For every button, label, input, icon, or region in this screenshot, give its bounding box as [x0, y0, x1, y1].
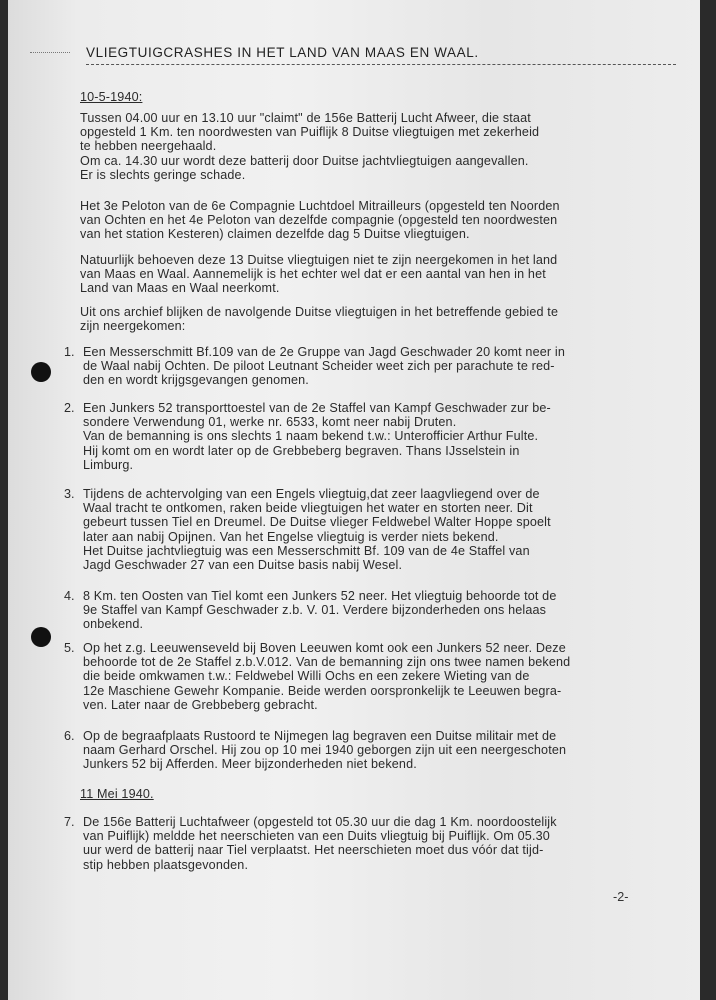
list-item-line: Van de bemanning is ons slechts 1 naam bekend t.w.: Unterofficier Arthur Fulte. — [83, 429, 539, 444]
list-item-line: sondere Verwendung 01, werke nr. 6533, komt neer nabij Druten. — [83, 415, 457, 430]
list-item-line: 8 Km. ten Oosten van Tiel komt een Junkers 52 neer. Het vliegtuig behoorde tot de — [83, 589, 557, 603]
item-number: 2. — [64, 401, 75, 415]
paragraph-line: Om ca. 14.30 uur wordt deze batterij door Duitse jachtvliegtuigen aangevallen. — [80, 153, 529, 168]
list-item-line: De 156e Batterij Luchtafweer (opgesteld tot 05.30 uur die dag 1 Km. noordoostelijk — [83, 815, 557, 829]
list-item-line: Het Duitse jachtvliegtuig was een Messerschmitt Bf. 109 van de 4e Staffel van — [83, 543, 530, 558]
item-number: 4. — [64, 589, 75, 603]
list-item-line: van Puiflijk) meldde het neerschieten van een Duits vliegtuig bij Puiflijk. Om 05.30 — [83, 829, 550, 844]
document-title: VLIEGTUIGCRASHES IN HET LAND VAN MAAS EN WAAL. — [86, 45, 479, 60]
list-item-line: 12e Maschiene Gewehr Kompanie. Beide werden oorspronkelijk te Leeuwen begra- — [83, 683, 562, 698]
list-item-line: later aan nabij Opijnen. Van het Engelse vliegtuig is verder niets bekend. — [83, 529, 499, 544]
list-item-line: Hij komt om en wordt later op de Grebbeberg begraven. Thans IJsselstein in — [83, 443, 520, 458]
list-item-line: Op het z.g. Leeuwenseveld bij Boven Leeuwen komt ook een Junkers 52 neer. Deze — [83, 641, 566, 655]
item-number: 5. — [64, 641, 75, 655]
list-item-line: Een Junkers 52 transporttoestel van de 2e Staffel van Kampf Geschwader zur be- — [83, 401, 551, 415]
paragraph-line: van Maas en Waal. Aannemelijk is het echter wel dat er een aantal van hen in het — [80, 267, 546, 282]
item-number: 3. — [64, 487, 75, 501]
list-item-line: stip hebben plaatsgevonden. — [83, 857, 249, 872]
list-item-line: Jagd Geschwader 27 van een Duitse basis nabij Wesel. — [83, 558, 403, 572]
paragraph-line: van het station Kesteren) claimen dezelfde dag 5 Duitse vliegtuigen. — [80, 227, 470, 242]
paragraph-line: Uit ons archief blijken de navolgende Duitse vliegtuigen in het betreffende gebied te — [80, 305, 559, 319]
date-heading-2: 11 Mei 1940. — [80, 787, 154, 801]
margin-mark — [30, 52, 70, 53]
paragraph-line: Er is slechts geringe schade. — [80, 167, 246, 182]
list-item-line: Een Messerschmitt Bf.109 van de 2e Gruppe van Jagd Geschwader 20 komt neer in — [83, 345, 565, 359]
paragraph-line: zijn neergekomen: — [80, 319, 186, 334]
paragraph-line: van Ochten en het 4e Peloton van dezelfde compagnie (opgesteld ten noordwesten — [80, 213, 558, 228]
list-item-line: naam Gerhard Orschel. Hij zou op 10 mei 1940 geborgen zijn uit een neergeschoten — [83, 743, 567, 758]
item-number: 6. — [64, 729, 75, 743]
punch-hole — [31, 362, 51, 382]
paragraph-line: opgesteld 1 Km. ten noordwesten van Puiflijk 8 Duitse vliegtuigen met zekerheid — [80, 125, 540, 140]
list-item-line: den en wordt krijgsgevangen genomen. — [83, 373, 309, 388]
list-item-line: de Waal nabij Ochten. De piloot Leutnant Scheider weet zich per parachute te red- — [83, 359, 555, 374]
punch-hole — [31, 627, 51, 647]
paragraph-line: te hebben neergehaald. — [80, 139, 217, 154]
list-item-line: onbekend. — [83, 617, 144, 632]
paragraph-line: Het 3e Peloton van de 6e Compagnie Luchtdoel Mitrailleurs (opgesteld ten Noorden — [80, 199, 560, 213]
list-item-line: Junkers 52 bij Afferden. Meer bijzonderheden niet bekend. — [83, 757, 417, 772]
item-number: 7. — [64, 815, 75, 829]
date-heading-1: 10-5-1940: — [80, 90, 143, 104]
list-item-line: die beide omkwamen t.w.: Feldwebel Willi Ochs en een zekere Wieting van de — [83, 669, 530, 684]
document-page — [8, 0, 700, 1000]
page-number: -2- — [613, 890, 629, 904]
list-item-line: Limburg. — [83, 457, 134, 472]
list-item-line: Waal tracht te ontkomen, raken beide vliegtuigen het water en storten neer. Dit — [83, 501, 533, 516]
paragraph-line: Tussen 04.00 uur en 13.10 uur "claimt" de 156e Batterij Lucht Afweer, die staat — [80, 111, 531, 125]
paragraph-line: Natuurlijk behoeven deze 13 Duitse vliegtuigen niet te zijn neergekomen in het land — [80, 253, 558, 267]
title-divider — [86, 64, 676, 65]
item-number: 1. — [64, 345, 75, 359]
list-item-line: 9e Staffel van Kampf Geschwader z.b. V. 01. Verdere bijzonderheden ons helaas — [83, 603, 547, 618]
list-item-line: Tijdens de achtervolging van een Engels vliegtuig,dat zeer laagvliegend over de — [83, 487, 540, 501]
list-item-line: gebeurt tussen Tiel en Dreumel. De Duitse vlieger Feldwebel Walter Hoppe spoelt — [83, 515, 551, 530]
list-item-line: uur werd de batterij naar Tiel verplaatst. Het neerschieten moet dus vóór dat tijd- — [83, 843, 544, 858]
list-item-line: behoorde tot de 2e Staffel z.b.V.012. Van de bemanning zijn ons twee namen bekend — [83, 655, 571, 670]
list-item-line: Op de begraafplaats Rustoord te Nijmegen lag begraven een Duitse militair met de — [83, 729, 557, 743]
paragraph-line: Land van Maas en Waal neerkomt. — [80, 281, 280, 296]
list-item-line: ven. Later naar de Grebbeberg gebracht. — [83, 697, 318, 712]
